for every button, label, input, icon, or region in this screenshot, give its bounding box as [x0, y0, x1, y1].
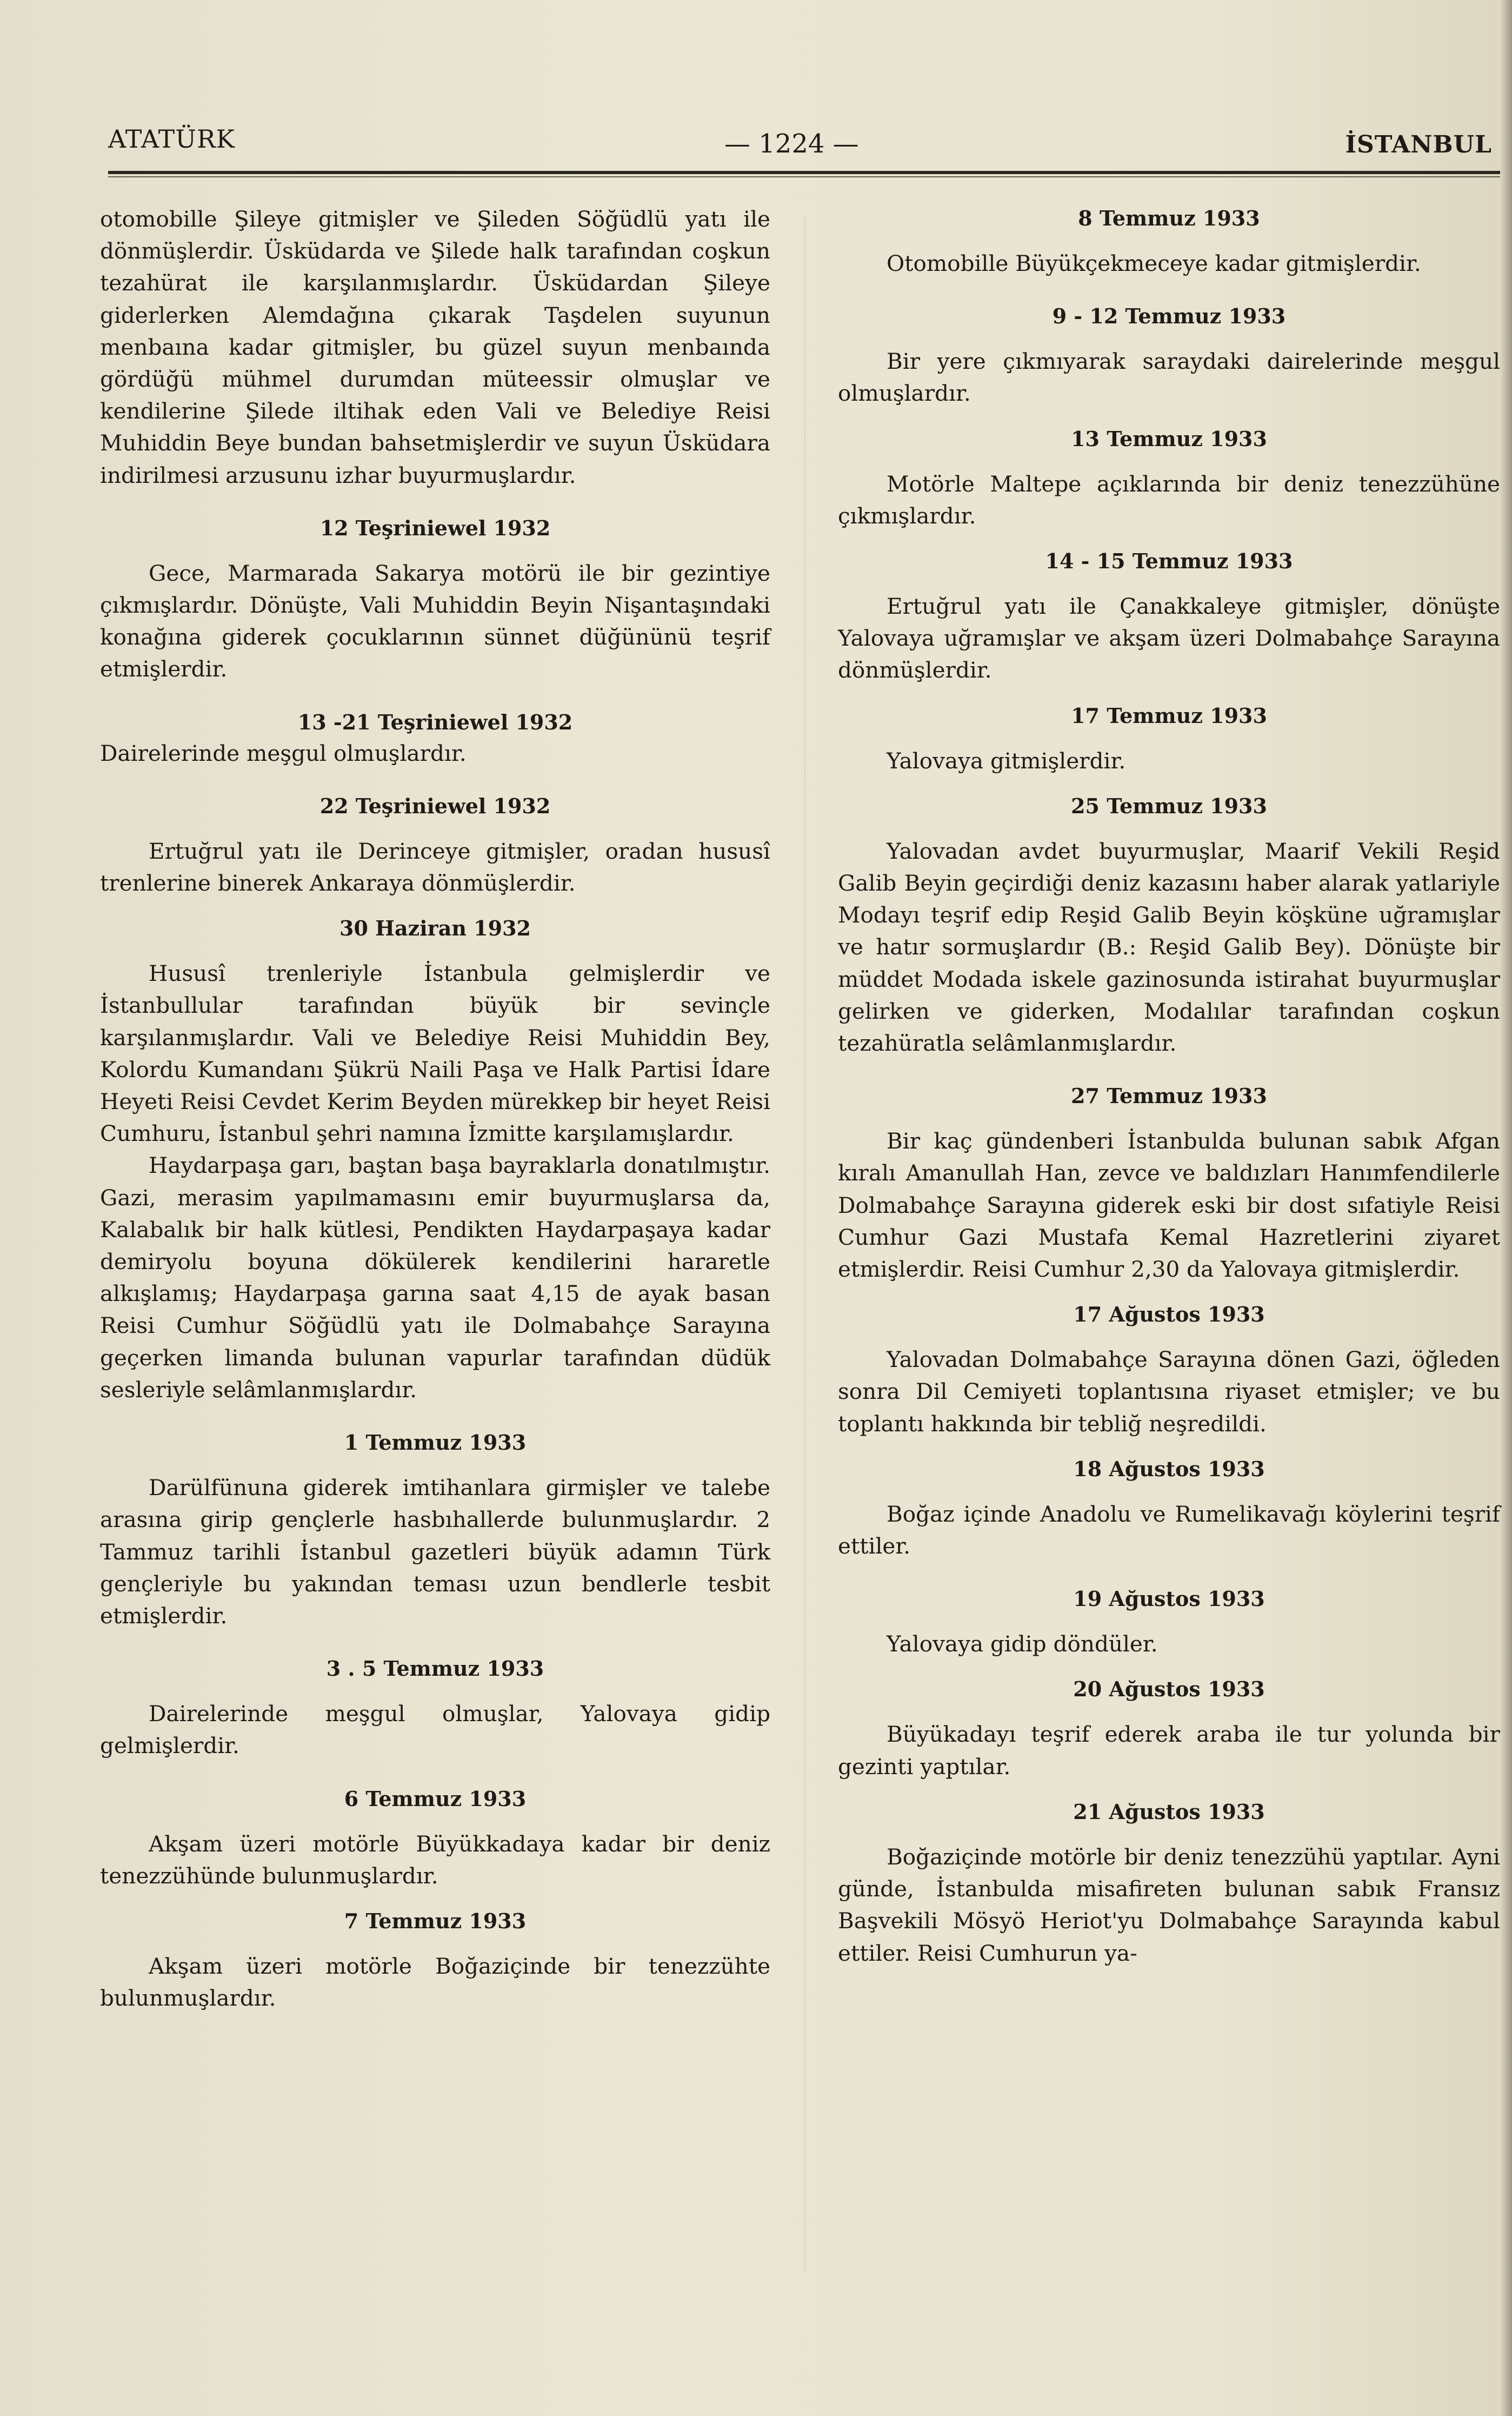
date-heading: 17 Temmuz 1933 [1071, 703, 1267, 728]
paragraph: Dairelerinde meşgul olmuşlar, Yalovaya gidip gelmişlerdir. [100, 1701, 770, 1759]
date-heading: 17 Ağustos 1933 [1073, 1302, 1265, 1327]
page-number: — 1224 — [724, 129, 859, 159]
date-heading: 3 . 5 Temmuz 1933 [326, 1656, 544, 1681]
paragraph: Yalovaya gidip döndüler. [887, 1631, 1158, 1657]
paragraph: Bir yere çıkmıyarak saraydaki dairelerinde meşgul olmuşlardır. [838, 348, 1500, 407]
date-heading: 8 Temmuz 1933 [1078, 206, 1260, 230]
paragraph: Büyükadayı teşrif ederek araba ile tur yolunda bir gezinti yaptılar. [838, 1721, 1500, 1780]
paragraph: Dairelerinde meşgul olmuşlardır. [100, 740, 467, 766]
paragraph: Yalovadan avdet buyurmuşlar, Maarif Vekili Reşid Galib Beyin geçirdiği deniz kazasını haber alarak yatlariyle Modayı teşrif edip Reşid Galib Beyin köşküne uğramışlar ve hatır sormuşlardır (B.: Reşid Galib Bey). Dönüşte bir müddet Modada iskele gazinosunda istirahat buyurmuşlar gelirken ve giderken, Modalılar tarafından coşkun tezahüratla selâmlanmışlardır. [838, 838, 1500, 1057]
date-heading: 9 - 12 Temmuz 1933 [1052, 304, 1286, 329]
paragraph: Boğaziçinde motörle bir deniz tenezzühü yaptılar. Ayni günde, İstanbulda misafireten bulunan sabık Fransız Başvekili Mösyö Heriot'yu Dolmabahçe Sarayında kabul ettiler. Reisi Cumhurun ya- [838, 1843, 1500, 1966]
paragraph: Gece, Marmarada Sakarya motörü ile bir gezintiye çıkmışlardır. Dönüşte, Vali Muhiddin Beyin Nişantaşındaki konağına giderek çocuklarının sünnet düğününü teşrif etmişlerdir. [100, 560, 770, 682]
paragraph: Otomobille Büyükçekmeceye kadar gitmişlerdir. [887, 250, 1421, 276]
date-heading: 7 Temmuz 1933 [344, 1908, 527, 1933]
paragraph: Ertuğrul yatı ile Çanakkaleye gitmişler, dönüşte Yalovaya uğramışlar ve akşam üzeri Dolmabahçe Sarayına dönmüşlerdir. [838, 593, 1500, 683]
paragraph: Haydarpaşa garı, baştan başa bayraklarla donatılmıştır. Gazi, merasim yapılmamasını emir buyurmuşlarsa da, Kalabalık bir halk kütlesi, Pendikten Haydarpaşaya kadar demiryolu boyuna dökülerek kendilerini hararetle alkışlamış; Haydarpaşa garına saat 4,15 de ayak basan Reisi Cumhur Söğüdlü yatı ile Dolmabahçe Sarayına geçerken limanda bulunan vapurlar tarafından düdük sesleriyle selâmlanmışlardır. [100, 1152, 770, 1403]
date-heading: 14 - 15 Temmuz 1933 [1045, 549, 1293, 574]
date-heading: 13 -21 Teşriniewel 1932 [297, 709, 573, 734]
right-column [838, 203, 1500, 1969]
paragraph: Boğaz içinde Anadolu ve Rumelikavağı köylerini teşrif ettiler. [838, 1501, 1500, 1559]
left-column [100, 203, 770, 2014]
date-heading: 18 Ağustos 1933 [1073, 1456, 1265, 1481]
date-heading: 19 Ağustos 1933 [1073, 1587, 1265, 1611]
date-heading: 22 Teşriniewel 1932 [319, 793, 551, 818]
header-rule-thin [108, 176, 1500, 177]
date-heading: 20 Ağustos 1933 [1073, 1677, 1265, 1702]
date-heading: 1 Temmuz 1933 [344, 1430, 527, 1455]
paragraph: Ertuğrul yatı ile Derinceye gitmişler, oradan hususî trenlerine binerek Ankaraya dönmüşlerdir. [100, 838, 770, 897]
paragraph: Akşam üzeri motörle Büyükkadaya kadar bir deniz tenezzühünde bulunmuşlardır. [100, 1830, 770, 1889]
date-heading: 21 Ağustos 1933 [1073, 1799, 1265, 1824]
paragraph: Yalovadan Dolmabahçe Sarayına dönen Gazi, öğleden sonra Dil Cemiyeti toplantısına riyaset etmişler; ve bu toplantı hakkında bir tebliğ neşredildi. [838, 1346, 1500, 1437]
paragraph: Bir kaç gündenberi İstanbulda bulunan sabık Afgan kıralı Amanullah Han, zevce ve baldızları Hanımfendilerle Dolmabahçe Sarayına giderek eski bir dost sıfatiyle Reisi Cumhur Gazi Mustafa Kemal Hazretlerini ziyaret etmişlerdir. Reisi Cumhur 2,30 da Yalovaya gitmişlerdir. [838, 1128, 1500, 1283]
date-heading: 30 Haziran 1932 [339, 916, 531, 941]
paragraph: otomobille Şileye gitmişler ve Şileden Söğüdlü yatı ile dönmüşlerdir. Üsküdarda ve Şilede halk tarafından coşkun tezahürat ile karşılanmışlardır. Üsküdardan Şileye giderlerken Alemdağına çıkarak Taşdelen suyunun menbaına kadar gitmişler, bu güzel suyun menbaında gördüğü mühmel durumdan müteessir olmuşlar ve kendilerine Şilede iltihak eden Vali ve Belediye Reisi Muhiddin Beye bundan bahsetmişlerdir ve suyun Üsküdara indirilmesi arzusunu izhar buyurmuşlardır. [100, 206, 770, 488]
column-separator [804, 216, 805, 2271]
date-heading: 6 Temmuz 1933 [344, 1786, 527, 1811]
paragraph: Motörle Maltepe açıklarında bir deniz tenezzühüne çıkmışlardır. [838, 470, 1500, 529]
paragraph: Yalovaya gitmişlerdir. [887, 747, 1126, 774]
paragraph: Akşam üzeri motörle Boğaziçinde bir tenezzühte bulunmuşlardır. [100, 1953, 770, 2012]
date-heading: 13 Temmuz 1933 [1071, 426, 1267, 451]
header-title: ATATÜRK [108, 124, 236, 154]
header-rule [108, 171, 1500, 174]
paragraph: Darülfünuna giderek imtihanlara girmişler ve talebe arasına girip gençlerle hasbıhallerde bulunmuşlardır. 2 Tammuz tarihli İstanbul gazetleri büyük adamın Türk gençleriyle bu yakından teması uzun bendlerle tesbit etmişlerdir. [100, 1475, 770, 1629]
date-heading: 12 Teşriniewel 1932 [319, 515, 551, 540]
page-edge-shadow [1500, 0, 1512, 2416]
date-heading: 25 Temmuz 1933 [1071, 793, 1267, 818]
paragraph: Hususî trenleriyle İstanbula gelmişlerdir ve İstanbullular tarafından büyük bir sevinçle karşılanmışlardır. Vali ve Belediye Reisi Muhiddin Bey, Kolordu Kumandanı Şükrü Naili Paşa ve Halk Partisi İdare Heyeti Reisi Cevdet Kerim Beyden mürekkep bir heyet Reisi Cumhuru, İstanbul şehri namına İzmitte karşılamışlardır. [100, 960, 770, 1147]
header-section: İSTANBUL [1345, 131, 1492, 158]
date-heading: 27 Temmuz 1933 [1071, 1084, 1267, 1109]
